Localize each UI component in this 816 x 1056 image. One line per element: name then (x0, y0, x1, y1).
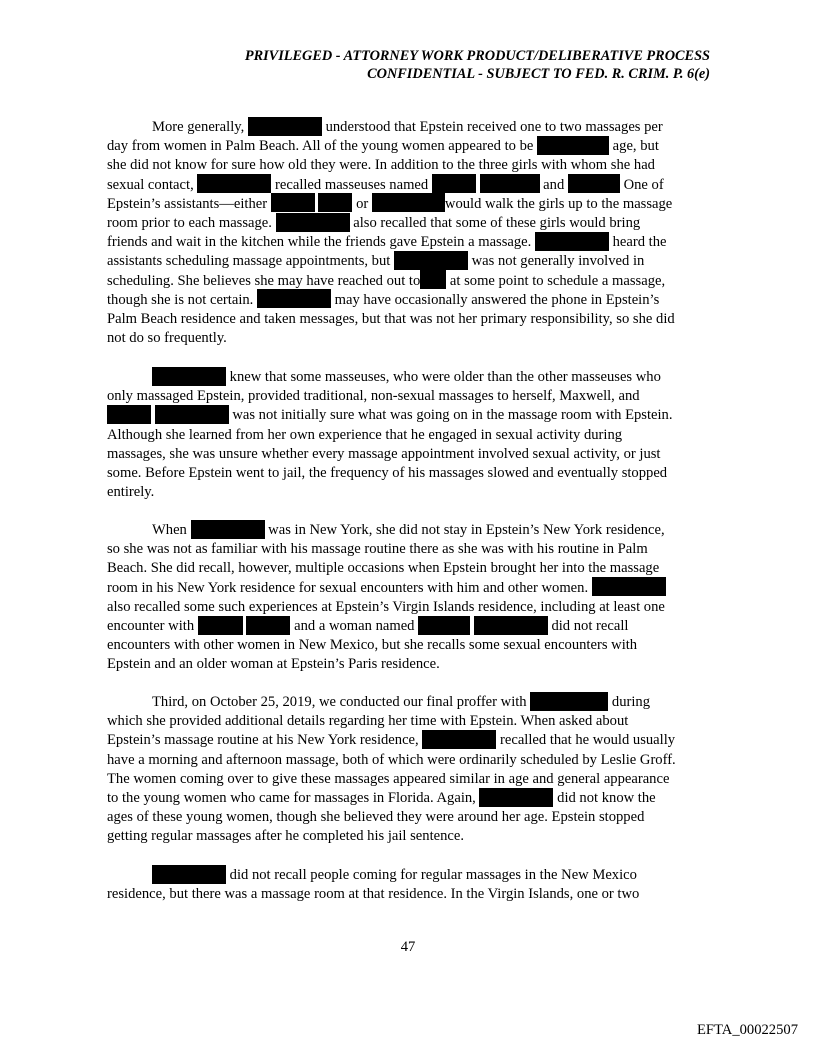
text: One of (623, 176, 664, 193)
text: encounter with (107, 617, 195, 634)
redaction-box (198, 616, 243, 635)
text-line: which she provided additional details regarding her time with Epstein. When asked about (107, 713, 629, 730)
text-line: not do so frequently. (107, 330, 227, 347)
redaction-box (537, 136, 609, 155)
text-line: Beach. She did recall, however, multiple occasions when Epstein brought her into the massage (107, 560, 660, 577)
text-line: massages, she was unsure whether every massage appointment involved sexual activity, or just (107, 445, 661, 462)
text: and (543, 176, 565, 193)
text: sexual contact, (107, 176, 194, 193)
redaction-box (480, 174, 540, 193)
text: though she is not certain. (107, 291, 254, 308)
text-line: The women coming over to give these massages appeared similar in age and general appearance (107, 770, 670, 787)
text: was not initially sure what was going on in the massage room with Epstein. (232, 407, 673, 424)
paragraph-4 (107, 693, 709, 847)
redaction-box (152, 865, 226, 884)
redaction-box (107, 405, 151, 424)
redaction-box (535, 232, 609, 251)
redaction-box (422, 730, 496, 749)
text: room prior to each massage. (107, 214, 272, 231)
text: Epstein’s massage routine at his New York residence, (107, 732, 419, 749)
text-line: only massaged Epstein, provided traditional, non-sexual massages to herself, Maxwell, and (107, 388, 640, 405)
text: also recalled that some of these girls would bring (353, 214, 641, 231)
redaction-box (246, 616, 290, 635)
text-line: encounters with other women in New Mexico, but she recalls some sexual encounters with (107, 637, 638, 654)
text: was in New York, she did not stay in Epstein’s New York residence, (268, 522, 665, 538)
text: Third, on October 25, 2019, we conducted our final proffer with (152, 694, 527, 710)
header-line-1: PRIVILEGED - ATTORNEY WORK PRODUCT/DELIBERATIVE PROCESS (244, 48, 710, 64)
redaction-box (257, 289, 331, 308)
page-number: 47 (400, 939, 416, 955)
redaction-box (420, 270, 446, 289)
redaction-box (479, 788, 553, 807)
text: would walk the girls up to the massage (444, 195, 673, 212)
text: to the young women who came for massages in Florida. Again, (107, 789, 476, 806)
text-line: have a morning and afternoon massage, both of which were ordinarily scheduled by Leslie Groff. (107, 751, 676, 768)
text: was not generally involved in (471, 253, 645, 270)
redaction-box (191, 520, 265, 539)
text: friends and wait in the kitchen while the friends gave Epstein a massage. (107, 234, 532, 251)
text: recalled that he would usually (500, 732, 676, 749)
text: knew that some masseuses, who were older than the other masseuses who (229, 369, 661, 385)
redaction-box (276, 213, 350, 232)
text: did not recall people coming for regular massages in the New Mexico (229, 867, 637, 883)
text: Epstein’s assistants—either (107, 195, 268, 212)
text: may have occasionally answered the phone in Epstein’s (334, 291, 660, 308)
privilege-header (245, 47, 710, 83)
text-line: she did not know for sure how old they were. In addition to the three girls with whom she had (107, 157, 655, 174)
redaction-box (418, 616, 470, 635)
text-line: ages of these young women, though she believed they were around her age. Epstein stopped (107, 809, 645, 826)
text: recalled masseuses named (275, 176, 429, 193)
text: did not recall (551, 617, 629, 634)
text: heard the (612, 234, 667, 251)
text: at some point to schedule a massage, (449, 272, 666, 289)
header-line-2: CONFIDENTIAL - SUBJECT TO FED. R. CRIM. P. 6(e) (367, 66, 710, 82)
redaction-box (568, 174, 620, 193)
text-line: Epstein and an older woman at Epstein’s Paris residence. (107, 656, 440, 673)
text: and a woman named (294, 617, 415, 634)
text: assistants scheduling massage appointments, but (107, 253, 391, 270)
paragraph-1 (107, 118, 709, 348)
text-line: also recalled some such experiences at Epstein’s Virgin Islands residence, including at least one (107, 598, 665, 615)
redaction-box (474, 616, 548, 635)
text: room in his New York residence for sexual encounters with him and other women. (107, 579, 589, 596)
redaction-box (394, 251, 468, 270)
text-line: some. Before Epstein went to jail, the frequency of his massages slowed and eventually stopped (107, 464, 668, 481)
redaction-box (155, 405, 229, 424)
text-line: Although she learned from her own experience that he engaged in sexual activity during (107, 426, 623, 443)
redaction-box (530, 692, 608, 711)
text: day from women in Palm Beach. All of the young women appeared to be (107, 138, 534, 155)
text: during (611, 694, 651, 710)
redaction-box (248, 117, 322, 136)
paragraph-2 (107, 368, 709, 502)
paragraph-3 (107, 521, 709, 675)
paragraph-5 (107, 866, 709, 904)
text-line: Palm Beach residence and taken messages, but that was not her primary responsibility, so she did (107, 310, 675, 327)
text-line: residence, but there was a massage room at that residence. In the Virgin Islands, one or two (107, 886, 640, 903)
redaction-box (318, 193, 352, 212)
redaction-box (152, 367, 226, 386)
text: scheduling. She believes she may have reached out to (107, 272, 421, 289)
redaction-box (592, 577, 666, 596)
text: or (356, 195, 369, 212)
text: understood that Epstein received one to two massages per (325, 119, 663, 135)
text: When (152, 522, 187, 538)
bates-number: EFTA_00022507 (697, 1022, 798, 1038)
text-line: entirely. (107, 484, 155, 501)
text-line: getting regular massages after he completed his jail sentence. (107, 828, 465, 845)
text: More generally, (152, 119, 245, 135)
redaction-box (432, 174, 476, 193)
redaction-box (271, 193, 315, 212)
redaction-box (372, 193, 445, 212)
text-line: so she was not as familiar with his massage routine there as she was with his routine in Palm (107, 541, 648, 558)
redaction-box (197, 174, 271, 193)
text: age, but (612, 138, 659, 155)
text: did not know the (557, 789, 656, 806)
